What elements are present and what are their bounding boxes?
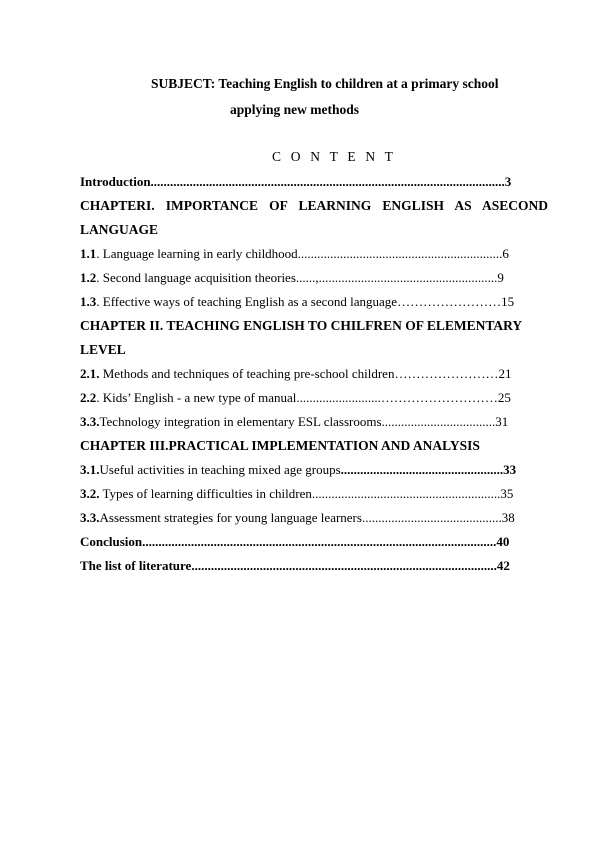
toc-section-1-3[interactable] bbox=[80, 290, 548, 314]
contents-title: C O N T E N T bbox=[272, 149, 397, 164]
section-number: 3.3. bbox=[80, 510, 100, 525]
toc-section-2-2[interactable] bbox=[80, 386, 548, 410]
toc-section-1-2[interactable] bbox=[80, 266, 548, 290]
section-title: . Effective ways of teaching English as a second language……………………15 bbox=[96, 294, 515, 309]
toc-section-3-1[interactable] bbox=[80, 458, 548, 482]
section-title: Assessment strategies for young language learners...........................................38 bbox=[99, 510, 515, 525]
toc-chapter-1-line-1[interactable]: CHAPTERI. IMPORTANCE OF LEARNING ENGLISH AS ASECOND bbox=[80, 198, 548, 213]
section-title: . Kids’ English - a new type of manual..........................………………………25 bbox=[96, 390, 511, 405]
section-number: 1.2 bbox=[80, 270, 97, 285]
toc-section-3-3-a[interactable] bbox=[80, 410, 548, 434]
section-number: 2.1. bbox=[80, 366, 100, 381]
toc-conclusion[interactable]: Conclusion.............................................................................................................40 bbox=[80, 534, 510, 549]
section-number: 3.1. bbox=[80, 462, 100, 477]
subject-line-2: applying new methods bbox=[230, 102, 360, 117]
toc-section-3-3[interactable] bbox=[80, 506, 548, 530]
toc-literature[interactable]: The list of literature..............................................................................................42 bbox=[80, 558, 510, 573]
section-title: Methods and techniques of teaching pre-school children……………………21 bbox=[99, 366, 512, 381]
section-title: Types of learning difficulties in children..........................................................35 bbox=[99, 486, 514, 501]
toc-section-1-1[interactable] bbox=[80, 242, 548, 266]
section-title: . Language learning in early childhood...............................................................6 bbox=[96, 246, 509, 261]
section-number: 3.2. bbox=[80, 486, 100, 501]
section-title: Useful activities in teaching mixed age groups bbox=[99, 462, 341, 477]
section-number: 1.3 bbox=[80, 294, 97, 309]
section-number: 1.1 bbox=[80, 246, 97, 261]
subject-line-1: SUBJECT: Teaching English to children at a primary school bbox=[151, 76, 499, 91]
toc-chapter-1-line-2[interactable]: LANGUAGE bbox=[80, 222, 159, 237]
toc-section-2-1[interactable] bbox=[80, 362, 548, 386]
section-title: Technology integration in elementary ESL classrooms...................................31 bbox=[99, 414, 509, 429]
table-of-contents bbox=[80, 170, 548, 578]
toc-chapter-3[interactable]: CHAPTER III.PRACTICAL IMPLEMENTATION AND ANALYSIS bbox=[80, 438, 480, 453]
section-title: . Second language acquisition theories......,.......................................................9 bbox=[96, 270, 504, 285]
toc-chapter-2-line-1[interactable]: CHAPTER II. TEACHING ENGLISH TO CHILFREN OF ELEMENTARY bbox=[80, 318, 523, 333]
toc-chapter-2-line-2[interactable]: LEVEL bbox=[80, 342, 126, 357]
toc-introduction[interactable]: Introduction.............................................................................................................3 bbox=[80, 174, 512, 189]
section-number: 3.3. bbox=[80, 414, 100, 429]
section-dots-page: ..................................................33 bbox=[340, 462, 517, 477]
toc-section-3-2[interactable] bbox=[80, 482, 548, 506]
section-number: 2.2 bbox=[80, 390, 97, 405]
